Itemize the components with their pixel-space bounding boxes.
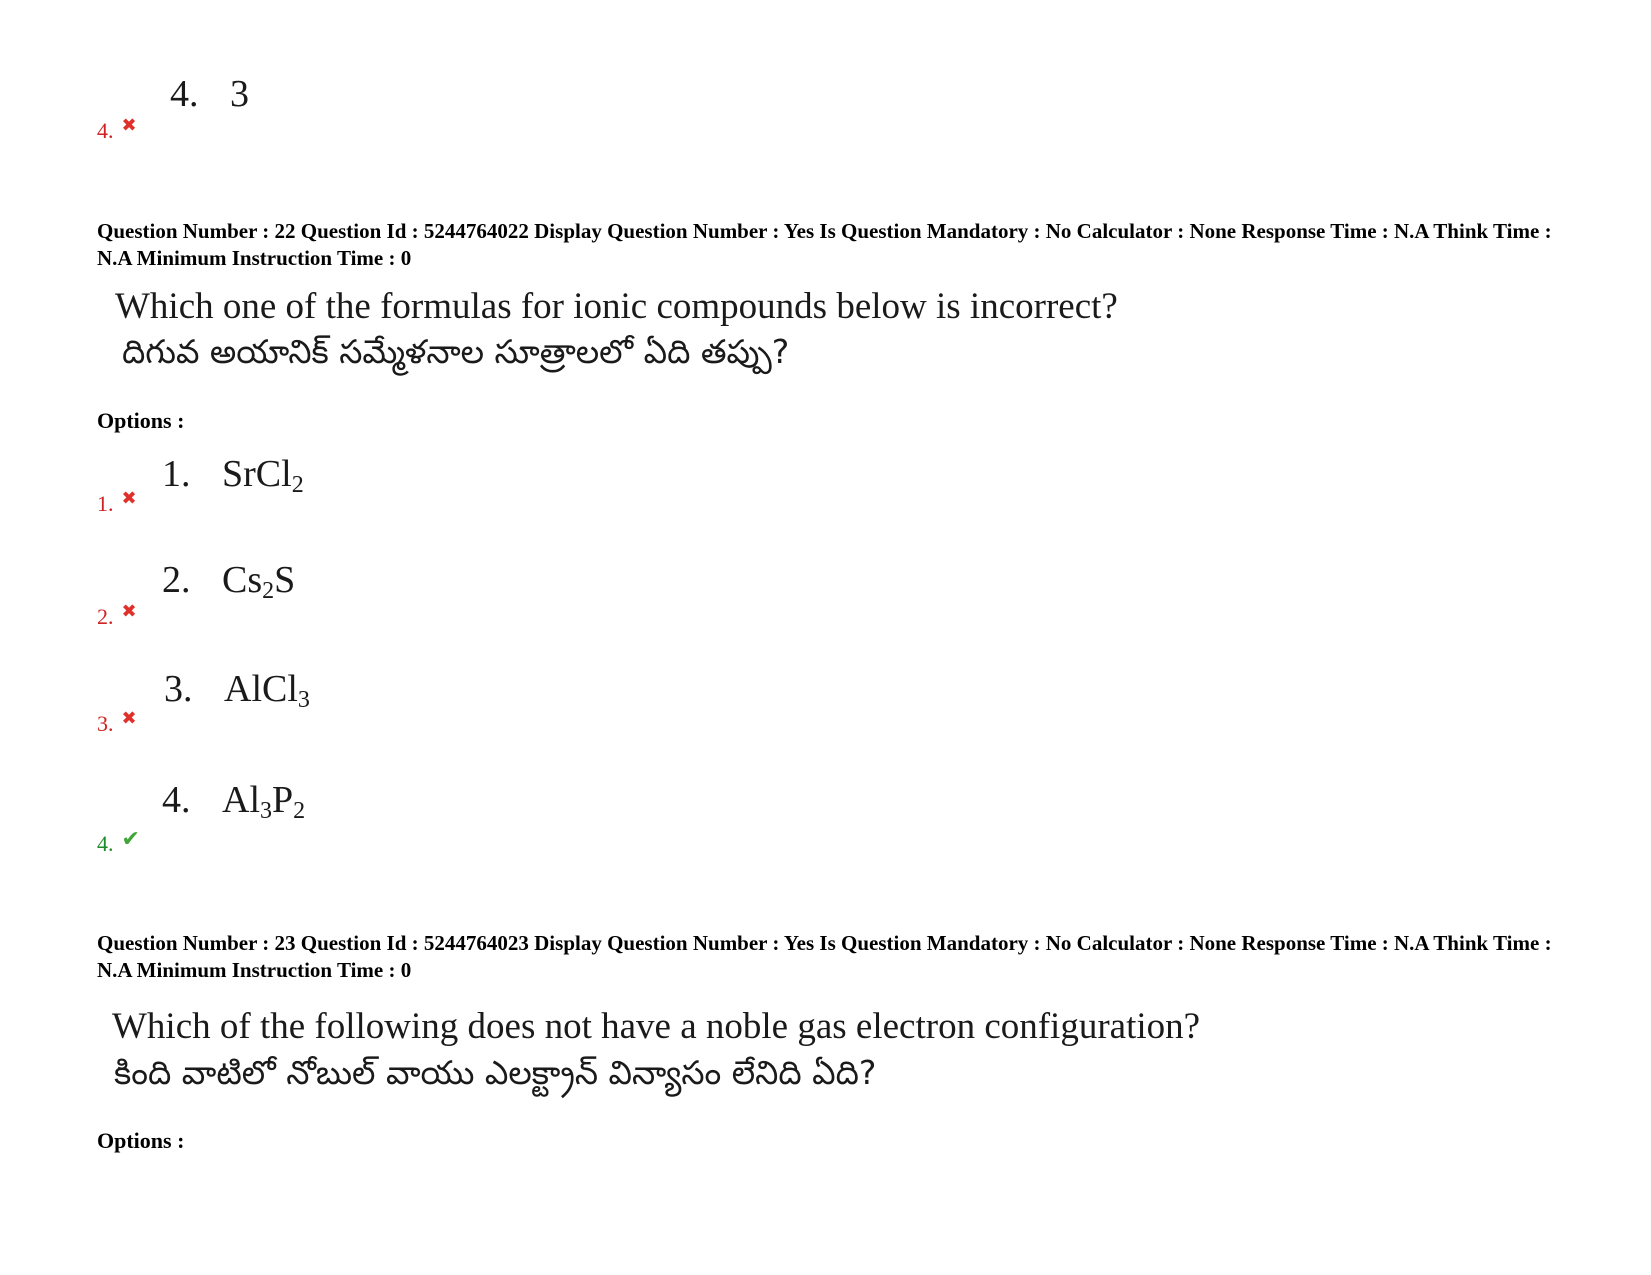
option-marker-number: 2. — [97, 604, 114, 629]
cross-icon: ✖ — [121, 601, 137, 621]
option-number: 1. — [162, 453, 191, 495]
option-marker-4 — [97, 826, 140, 856]
option-marker-number: 1. — [97, 491, 114, 516]
option-image-3 — [164, 668, 310, 713]
option-image-4 — [162, 779, 306, 824]
option-marker-3 — [97, 708, 137, 736]
cross-icon: ✖ — [121, 488, 137, 508]
formula-element: Cl — [262, 668, 298, 710]
formula-element: Cl — [255, 453, 292, 495]
option-image-1 — [162, 453, 304, 498]
question-meta: Question Number : 22 Question Id : 5244764022 Display Question Number : Yes Is Question Mandatory : No Calculator : None Response Time : N.A Think Time : N.A Minimum Instruction Time : 0 — [97, 219, 1552, 270]
formula-element: Al — [224, 668, 262, 710]
formula-subscript: 2 — [293, 798, 306, 824]
cross-icon: ✖ — [121, 115, 137, 135]
options-label: Options : — [97, 408, 185, 433]
option-marker-number: 3. — [97, 711, 114, 736]
formula-element: Al — [222, 779, 260, 821]
formula-subscript: 2 — [262, 578, 275, 604]
formula-element: Cs — [222, 559, 263, 601]
cross-icon: ✖ — [121, 708, 137, 728]
question-text-telugu: దిగువ అయానిక్ సమ్మేళనాల సూత్రాలలో ఏది తప్పు? — [122, 332, 790, 371]
option-marker-2 — [97, 601, 137, 629]
question-text-telugu: కింది వాటిలో నోబుల్ వాయు ఎలక్ట్రాన్ విన్యాసం లేనిది ఏది? — [114, 1053, 877, 1092]
prev-option-marker — [97, 115, 137, 143]
option-marker-1 — [97, 488, 137, 516]
formula-subscript: 3 — [297, 687, 310, 713]
formula-element: S — [274, 559, 296, 601]
option-value: 3 — [230, 73, 249, 115]
option-image-2 — [162, 559, 296, 604]
option-marker-number: 4. — [97, 831, 114, 856]
option-number: 4. — [162, 779, 191, 821]
option-marker-number: 4. — [97, 118, 114, 143]
formula-subscript: 2 — [291, 472, 304, 498]
check-icon: ✔ — [121, 826, 140, 851]
option-number: 3. — [164, 668, 193, 710]
question-text-english: Which of the following does not have a noble gas electron configuration? — [112, 1006, 1201, 1047]
formula-element: Sr — [222, 453, 256, 495]
prev-option-image — [170, 75, 249, 113]
options-label: Options : — [97, 1128, 185, 1153]
question-text-english: Which one of the formulas for ionic compounds below is incorrect? — [115, 286, 1118, 327]
option-number: 2. — [162, 559, 191, 601]
formula-element: P — [272, 779, 294, 821]
option-number: 4. — [170, 73, 199, 115]
formula-subscript: 3 — [260, 798, 272, 824]
question-meta: Question Number : 23 Question Id : 5244764023 Display Question Number : Yes Is Question Mandatory : No Calculator : None Response Time : N.A Think Time : N.A Minimum Instruction Time : 0 — [97, 931, 1552, 982]
